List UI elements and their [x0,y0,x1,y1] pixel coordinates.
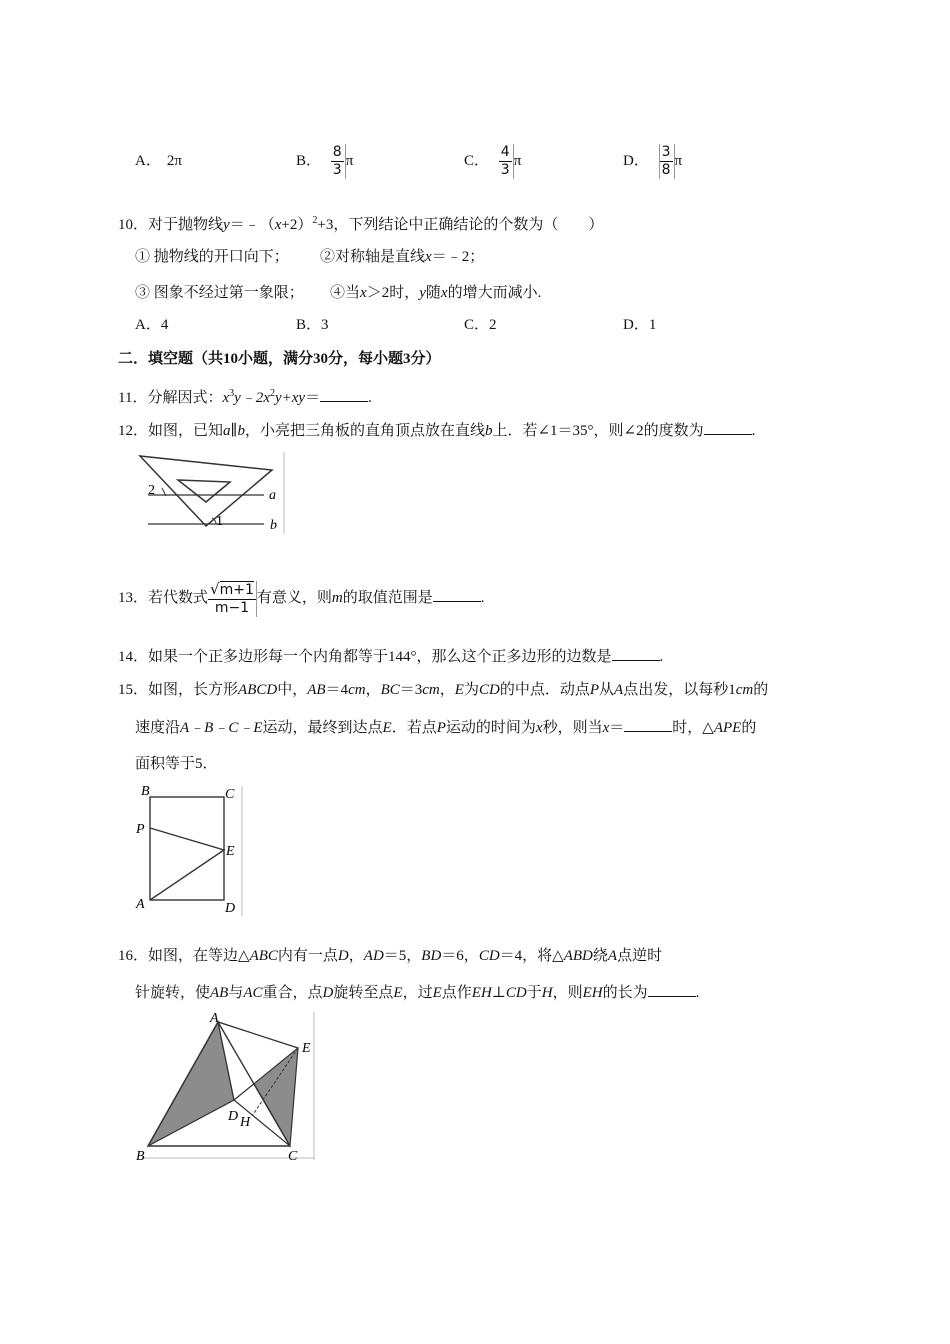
q16-label-a: A [210,1011,219,1026]
q15-label-a: A [136,897,145,912]
q14: 14．如果一个正多边形每一个内角都等于144°，那么这个正多边形的边数是 . [118,646,663,667]
q14-answer-blank[interactable] [612,646,660,661]
section-heading: 二．填空题（共10小题，满分30分，每小题3分） [118,351,441,367]
q10-stem: 10．对于抛物线$y=﹣(x+2)^2+3$，下列结论中正确结论的个数为（ ） [118,215,604,233]
q13-numerator: √m+1 [210,579,254,598]
q15-line-1: 15．如图，长方形ABCD中，AB＝4cm，BC＝3cm，E为CD的中点．动点P从A点出发，以每秒1cm的 [118,682,769,698]
q16-line-1: 16．如图，在等边△ABC内有一点D，AD＝5，BD＝6，CD＝4，将△ABD绕A点逆时 [118,948,663,964]
q12-label-a: a [269,488,276,503]
q9-option-d: D． $\frac{3}{8}$ π [623,144,683,179]
q10-statement-3: ③ 图象不经过第一象限； [135,285,304,301]
q12-triangle-outer [140,456,272,526]
q13-answer-blank[interactable] [433,587,481,602]
q9-option-a: A． 2π [135,153,182,169]
q15-figure [132,782,244,918]
q15-label-c: C [225,787,235,802]
q13: 13．若代数式 $\frac{√m+1}{m-1}$ 有意义，则m的取值范围是 . [118,579,485,616]
q15-line-3: 面积等于5． [135,756,218,772]
q16-line-2: 针旋转，使AB与AC重合，点D旋转至点E，过E点作EH⊥CD于H，则EH的长为 . [135,982,699,1003]
q16-answer-blank[interactable] [648,982,696,997]
q10-statement-1: ① 抛物线的开口向下； [135,249,289,265]
q10-option-b: B．3 [296,317,329,333]
q12-label-2: 2 [148,483,155,498]
q12-figure [136,450,286,536]
q9-option-b: B． $\frac{8}{3}$ π [296,144,354,179]
q16-label-d: D [228,1109,239,1124]
q12-triangle-inner [178,480,230,502]
q15-rectangle [150,797,224,900]
q15-label-b: B [141,784,150,799]
q10-option-c: C．2 [464,317,497,333]
q15-label-d: D [225,901,236,916]
q16-triangle-abd [148,1022,234,1146]
q15-label-p: P [136,822,145,837]
q10-statement-4: ④当x＞2时，y随x的增大而减小. [330,285,542,301]
q11-answer-blank[interactable] [320,387,368,402]
q15-line-2: 速度沿A﹣B﹣C﹣E运动，最终到达点E．若点P运动的时间为x秒，则当x＝ 时，△APE的 [135,717,756,738]
q16-label-b: B [136,1149,145,1164]
q16-label-e: E [302,1041,311,1056]
q12-stem: 12．如图，已知a∥b，小亮把三角板的直角顶点放在直线b上．若∠1＝35°，则∠2的度数为 . [118,420,755,441]
q10-option-d: D．1 [623,317,657,333]
q15-triangle-ape [150,828,224,900]
q11: 11．分解因式：$x^3y﹣2x^2y+xy=$ . [118,388,372,406]
q12-answer-blank[interactable] [704,420,752,435]
q16-label-h: H [240,1115,251,1130]
q15-answer-blank[interactable] [624,717,672,732]
q16-figure [132,1008,318,1164]
q15-label-e: E [226,844,235,859]
q9-option-c: C． $\frac{4}{3}$ π [464,144,522,179]
q12-label-b: b [270,518,277,533]
q13-fraction: $\frac{√m+1}{m-1}$ [208,581,257,617]
q12-label-1: 1 [216,514,223,529]
q16-label-c: C [288,1149,298,1164]
q10-option-a: A．4 [135,317,169,333]
q10-statement-2: ②对称轴是直线x＝﹣2； [320,249,485,265]
